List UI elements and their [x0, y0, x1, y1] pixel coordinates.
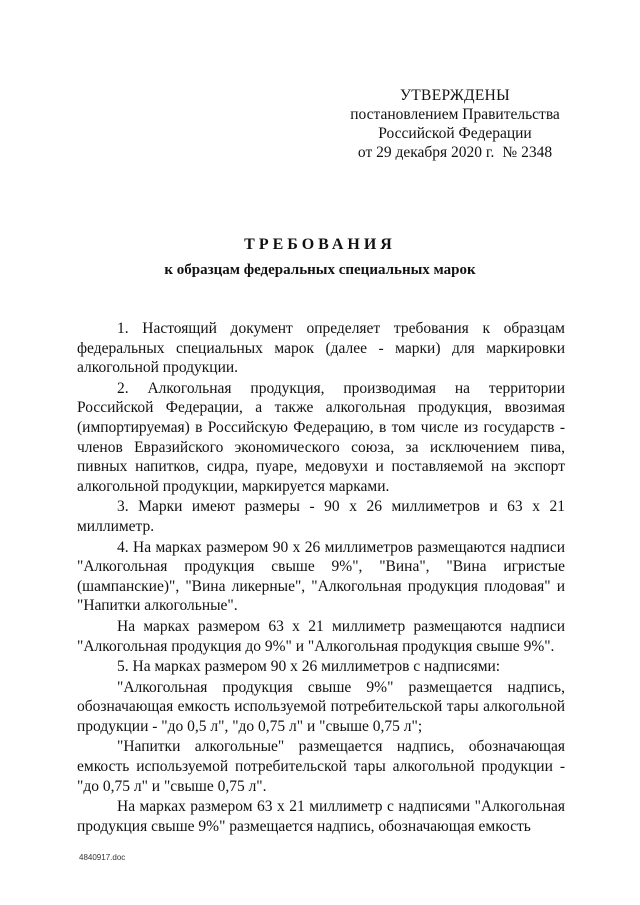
paragraph-5-item-2: "Напитки алкогольные" размещается надпись, обозначающая емкость используемой потребительской тары алкогольной продукции - "до 0,75 л" и "свыше 0,75 л".	[77, 738, 565, 795]
approval-number: № 2348	[502, 144, 553, 161]
paragraph-2: 2. Алкогольная продукция, производимая на территории Российской Федерации, а также алкогольная продукция, ввозимая (импортируемая) в Российскую Федерацию, в том числе из государств - членов Евразийского экономического союза, за исключением пива, пивных напитков, сидра, пуаре, медовухи и поставляемой на экспорт алкогольной продукции, маркируется марками.	[77, 379, 565, 495]
paragraph-5-item-1: "Алкогольная продукция свыше 9%" размещается надпись, обозначающая емкость используемой потребительской тары алкогольной продукции - "до 0,5 л", "до 0,75 л" и "свыше 0,75 л";	[77, 678, 565, 735]
approval-line-2: Российской Федерации	[378, 125, 532, 142]
document-title: ТРЕБОВАНИЯ	[244, 236, 396, 253]
document-body	[77, 319, 565, 836]
paragraph-4-continued: На марках размером 63 х 21 миллиметр размещаются надписи "Алкогольная продукция до 9%" и "Алкогольная продукция свыше 9%".	[77, 617, 565, 655]
paragraph-5-continued: На марках размером 63 х 21 миллиметр с надписями "Алкогольная продукция свыше 9%" размещается надпись, обозначающая емкость	[77, 798, 565, 835]
paragraph-1: 1. Настоящий документ определяет требования к образцам федеральных специальных марок (далее - марки) для маркировки алкогольной продукции.	[77, 320, 565, 377]
file-reference: 4840917.doc	[79, 853, 126, 862]
paragraph-5: 5. На марках размером 90 х 26 миллиметров с надписями:	[117, 658, 501, 676]
approval-date-line	[340, 143, 570, 162]
approval-block	[340, 86, 570, 162]
document-subtitle: к образцам федеральных специальных марок	[164, 262, 476, 278]
approval-date: от 29 декабря 2020 г.	[357, 144, 495, 161]
approval-line-1: постановлением Правительства	[350, 106, 560, 123]
paragraph-4: 4. На марках размером 90 х 26 миллиметров размещаются надписи "Алкогольная продукция свыше 9%", "Вина", "Вина игристые (шампанские)", "Вина ликерные", "Алкогольная продукция плодовая" и "Напитки алкогольные".	[77, 538, 565, 615]
paragraph-3: 3. Марки имеют размеры - 90 х 26 миллиметров и 63 х 21 миллиметр.	[77, 498, 565, 535]
approval-title: УТВЕРЖДЕНЫ	[400, 87, 510, 104]
